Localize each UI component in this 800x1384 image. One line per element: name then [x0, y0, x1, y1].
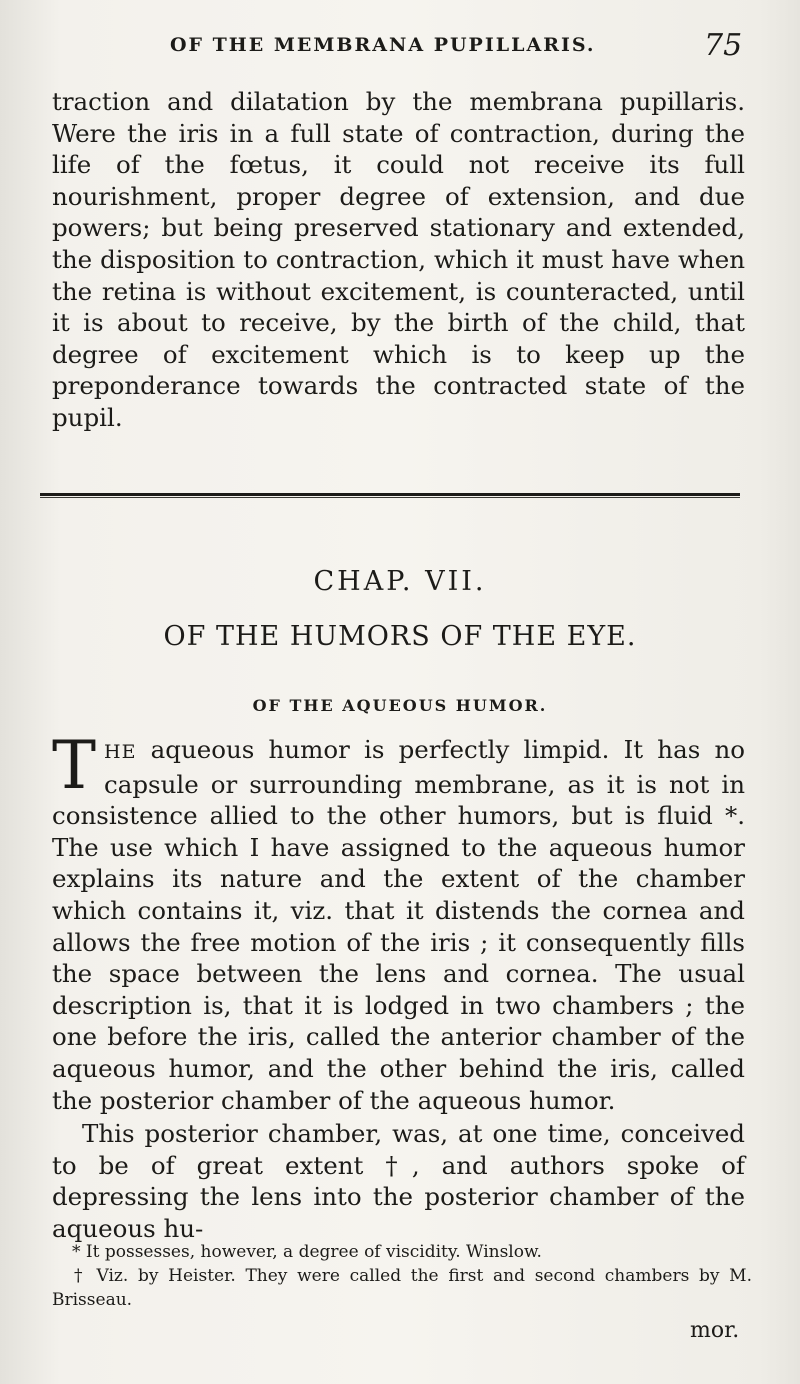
paragraph-body: aqueous humor is perfectly limpid. It has no capsule or surrounding membrane, as it is not in consistence allied to the other humors, but is fluid *. The use which I have assigned to the aqueous humor explains its nature and the extent of the chamber which contains it, viz. that it distends the cornea and allows the free motion of the iris ; it consequently fills the space between the lens and cornea. The usual description is, that it is lodged in two chambers ; the one before the iris, called the anterior chamber of the aqueous humor, and the other behind the iris, called the posterior chamber of the aqueous humor.: [52, 735, 745, 1115]
page-number: 75: [704, 28, 743, 63]
running-title: OF THE MEMBRANA PUPILLARIS.: [170, 34, 596, 56]
chapter-number: CHAP. VII.: [313, 566, 487, 597]
footnotes: [52, 1240, 752, 1312]
divider-thick-line: [40, 493, 740, 496]
chapter-title: OF THE HUMORS OF THE EYE.: [163, 621, 637, 652]
paragraph-posterior-chamber: This posterior chamber, was, at one time, conceived to be of great extent †, and authors spoke of depressing the lens into the posterior chamber of the aqueous hu-: [52, 1119, 745, 1243]
page-header: [0, 26, 800, 66]
section-title: OF THE AQUEOUS HUMOR.: [252, 696, 548, 715]
small-caps-lead: HE: [104, 741, 137, 763]
drop-cap: T: [52, 727, 97, 804]
footnote-2: † Viz. by Heister. They were called the first and second chambers by M. Brisseau.: [52, 1266, 752, 1310]
section-divider-rule: [40, 491, 740, 498]
catchword: mor.: [690, 1318, 740, 1343]
paragraph-continuation: traction and dilatation by the membrana pupillaris. Were the iris in a full state of contraction, during the life of the fœtus, it could not receive its full nourishment, proper degree of extension, and due powers; but being preserved stationary and extended, the disposition to contraction, which it must have when the retina is without excitement, is counteracted, until it is about to receive, by the birth of the child, that degree of excitement which is to keep up the preponderance towards the contracted state of the pupil.: [52, 87, 745, 432]
paragraph-aqueous-humor: [52, 727, 745, 1116]
footnote-1: * It possesses, however, a degree of viscidity. Winslow.: [72, 1242, 542, 1262]
divider-thin-line: [40, 497, 740, 498]
